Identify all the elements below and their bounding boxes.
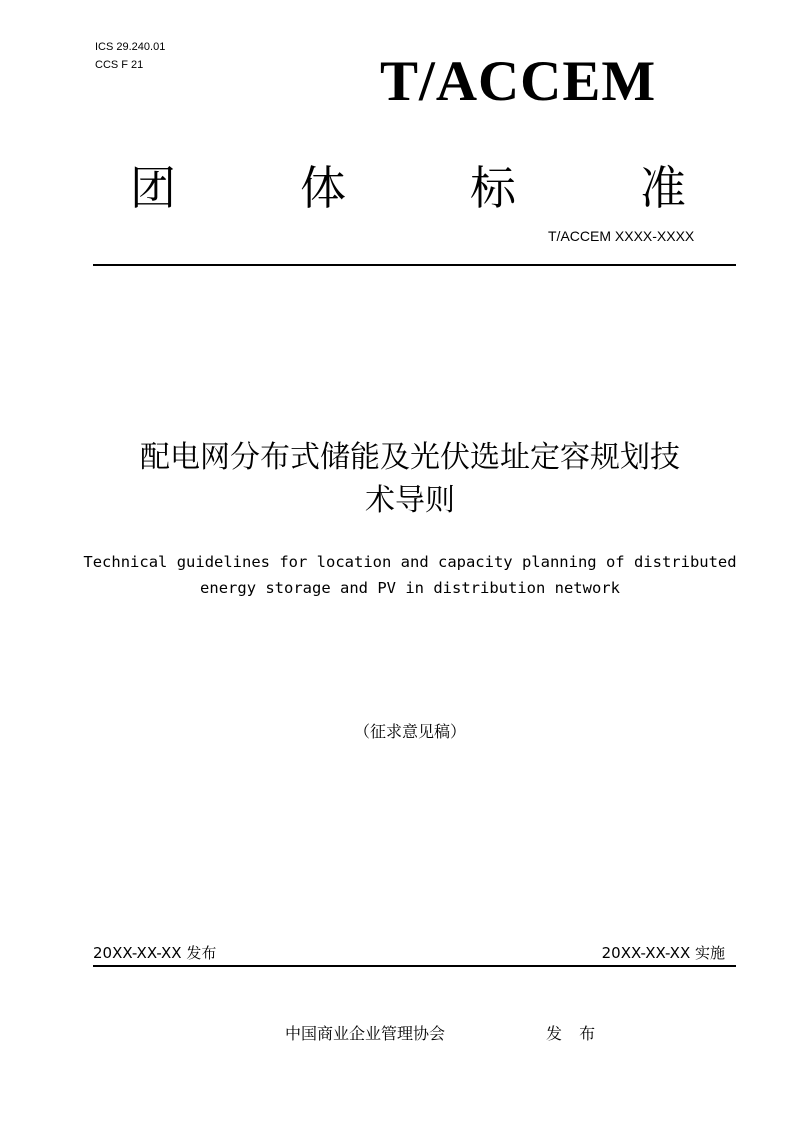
title-zh-line2: 术导则 bbox=[365, 483, 455, 518]
standard-type-char: 标 bbox=[470, 161, 516, 215]
publish-label: 发 布 bbox=[546, 1024, 602, 1043]
implement-date: 20XX-XX-XX 实施 bbox=[601, 944, 725, 962]
header-divider bbox=[93, 264, 736, 266]
title-en-line2: energy storage and PV in distribution network bbox=[200, 579, 620, 597]
ccs-code: CCS F 21 bbox=[95, 59, 144, 71]
standard-type-char: 体 bbox=[300, 161, 346, 215]
draft-status: （征求意见稿） bbox=[353, 722, 466, 741]
title-en-line1: Technical guidelines for location and capacity planning of distributed bbox=[83, 553, 737, 571]
publish-date: 20XX-XX-XX 发布 bbox=[93, 944, 217, 962]
org-code-logo: T/ACCEM bbox=[380, 50, 657, 113]
standard-number: T/ACCEM XXXX-XXXX bbox=[548, 228, 695, 244]
title-zh-line1: 配电网分布式储能及光伏选址定容规划技 bbox=[140, 440, 680, 475]
publisher-name: 中国商业企业管理协会 bbox=[285, 1024, 446, 1043]
standard-type-char: 团 bbox=[130, 161, 176, 215]
ics-code: ICS 29.240.01 bbox=[95, 41, 166, 53]
footer-divider bbox=[93, 965, 736, 967]
standard-type-char: 准 bbox=[640, 161, 686, 215]
